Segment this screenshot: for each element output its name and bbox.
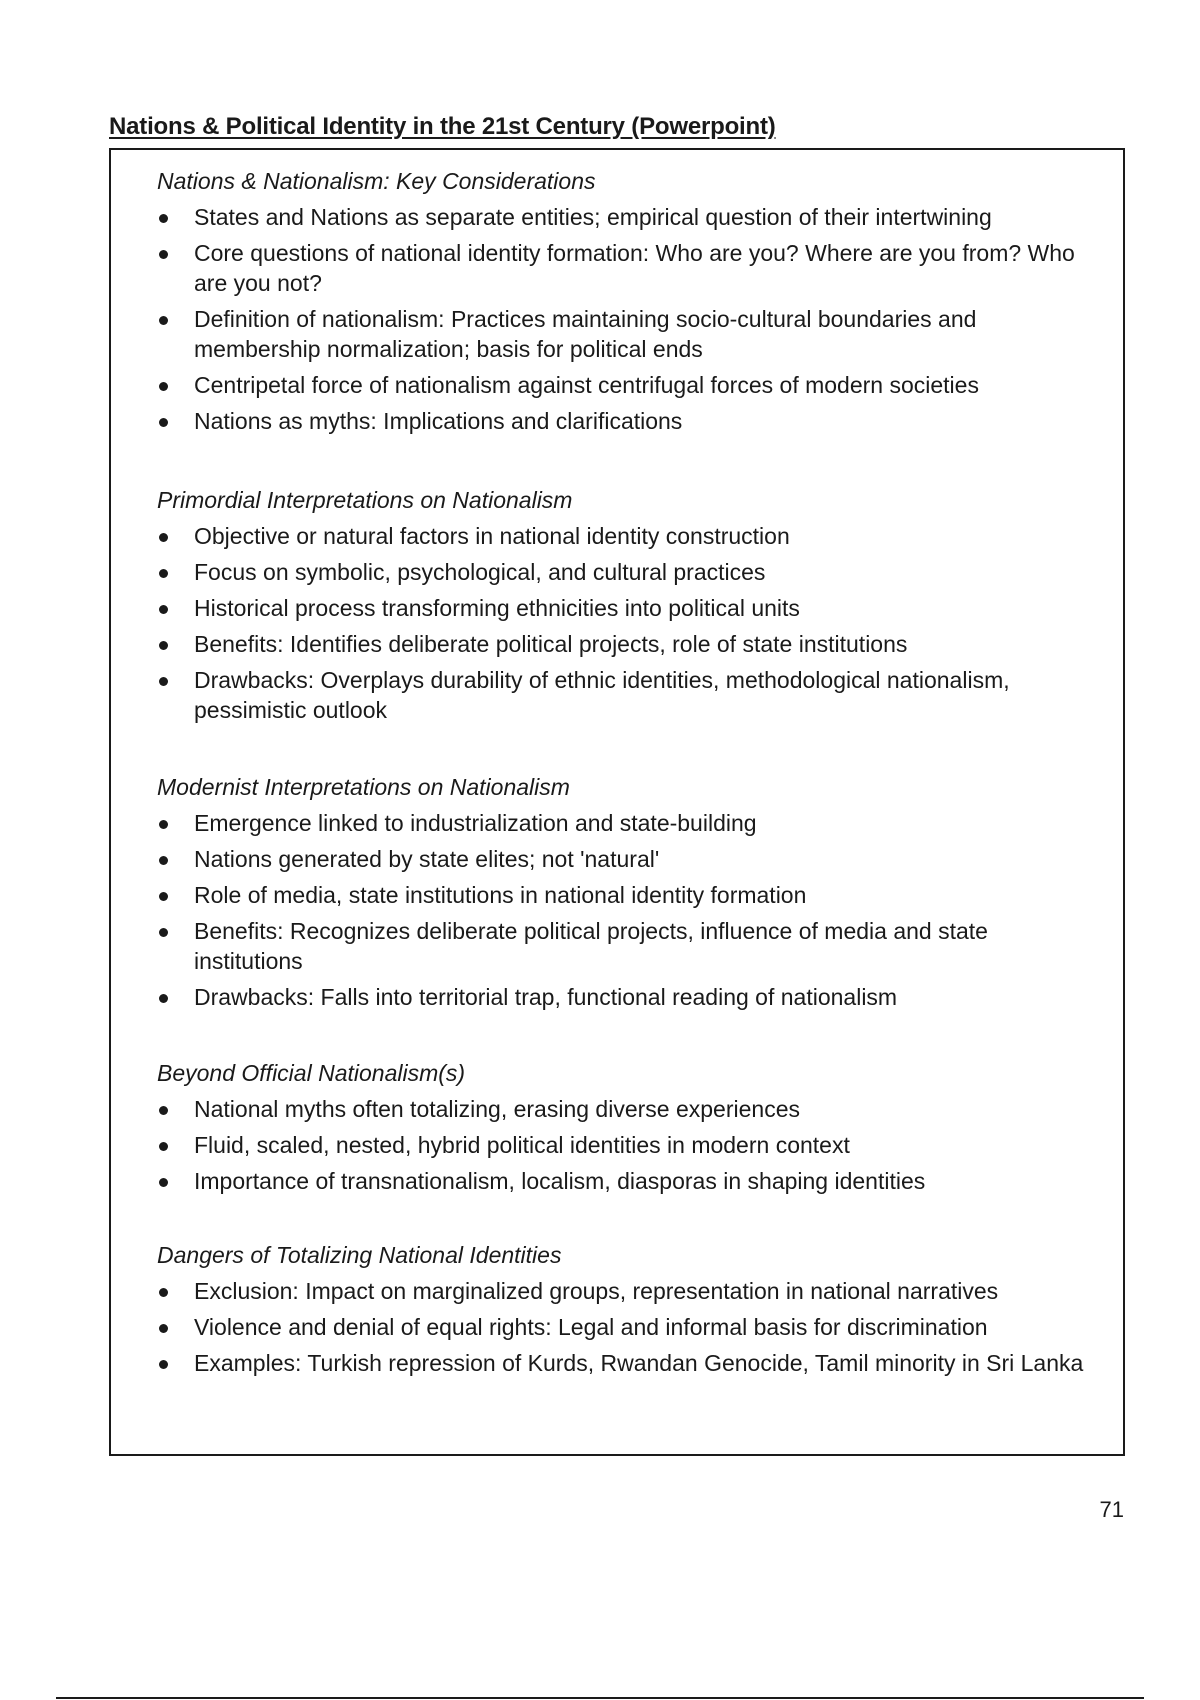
- list-item: [157, 629, 1097, 659]
- list-item-text: Benefits: Recognizes deliberate political projects, influence of media and state institutions: [194, 918, 988, 974]
- list-item: [157, 304, 1097, 364]
- bullet-icon: [159, 1360, 168, 1369]
- bullet-icon: [159, 677, 168, 686]
- bullet-icon: [159, 533, 168, 542]
- bullet-icon: [159, 892, 168, 901]
- bullet-list: [157, 1094, 1097, 1196]
- section-heading: Nations & Nationalism: Key Considerations: [157, 168, 596, 194]
- list-item-text: Benefits: Identifies deliberate political projects, role of state institutions: [194, 631, 908, 657]
- bullet-icon: [159, 1288, 168, 1297]
- bullet-icon: [159, 1178, 168, 1187]
- bullet-list: [157, 1276, 1097, 1378]
- list-item: [157, 1312, 1097, 1342]
- bullet-icon: [159, 382, 168, 391]
- list-item-text: Focus on symbolic, psychological, and cultural practices: [194, 559, 766, 585]
- list-item: [157, 916, 1097, 976]
- section-key-considerations: [157, 166, 1097, 442]
- bullet-list: [157, 521, 1097, 725]
- section-beyond-official: [157, 1058, 1097, 1202]
- bottom-divider: [56, 1697, 1144, 1699]
- list-item-text: Importance of transnationalism, localism, diasporas in shaping identities: [194, 1168, 926, 1194]
- list-item-text: Exclusion: Impact on marginalized groups, representation in national narratives: [194, 1278, 999, 1304]
- bullet-icon: [159, 214, 168, 223]
- list-item-text: Drawbacks: Overplays durability of ethnic identities, methodological nationalism, pessimistic outlook: [194, 667, 1010, 723]
- list-item: [157, 1130, 1097, 1160]
- bullet-list: [157, 808, 1097, 1012]
- list-item-text: Role of media, state institutions in national identity formation: [194, 882, 807, 908]
- list-item: [157, 1094, 1097, 1124]
- section-dangers: [157, 1240, 1097, 1384]
- list-item-text: Historical process transforming ethnicities into political units: [194, 595, 800, 621]
- list-item: [157, 1348, 1097, 1378]
- bullet-icon: [159, 316, 168, 325]
- list-item-text: Emergence linked to industrialization and state-building: [194, 810, 757, 836]
- list-item: [157, 1276, 1097, 1306]
- bullet-list: [157, 202, 1097, 436]
- bullet-icon: [159, 418, 168, 427]
- bullet-icon: [159, 1324, 168, 1333]
- bullet-icon: [159, 1142, 168, 1151]
- list-item-text: Examples: Turkish repression of Kurds, Rwandan Genocide, Tamil minority in Sri Lanka: [194, 1350, 1084, 1376]
- section-primordial: [157, 485, 1097, 731]
- list-item: [157, 665, 1097, 725]
- section-heading: Primordial Interpretations on Nationalism: [157, 487, 573, 513]
- bullet-icon: [159, 569, 168, 578]
- notes-box: [109, 148, 1125, 1456]
- list-item-text: Drawbacks: Falls into territorial trap, functional reading of nationalism: [194, 984, 898, 1010]
- list-item: [157, 880, 1097, 910]
- bullet-icon: [159, 994, 168, 1003]
- bullet-icon: [159, 641, 168, 650]
- list-item-text: Nations as myths: Implications and clarifications: [194, 408, 683, 434]
- list-item: [157, 808, 1097, 838]
- list-item-text: Definition of nationalism: Practices maintaining socio-cultural boundaries and membership normalization; basis for political ends: [194, 306, 977, 362]
- bullet-icon: [159, 856, 168, 865]
- bullet-icon: [159, 1106, 168, 1115]
- list-item-text: Core questions of national identity formation: Who are you? Where are you from? Who are you not?: [194, 240, 1075, 296]
- page-number: 71: [1099, 1497, 1124, 1522]
- list-item: [157, 557, 1097, 587]
- list-item: [157, 406, 1097, 436]
- section-modernist: [157, 772, 1097, 1018]
- bullet-icon: [159, 250, 168, 259]
- section-heading: Beyond Official Nationalism(s): [157, 1060, 466, 1086]
- bullet-icon: [159, 605, 168, 614]
- page-title: Nations & Political Identity in the 21st Century (Powerpoint): [109, 113, 776, 140]
- list-item-text: States and Nations as separate entities; empirical question of their intertwining: [194, 204, 992, 230]
- list-item-text: Objective or natural factors in national identity construction: [194, 523, 790, 549]
- bullet-icon: [159, 928, 168, 937]
- list-item: [157, 844, 1097, 874]
- list-item: [157, 982, 1097, 1012]
- bullet-icon: [159, 820, 168, 829]
- list-item-text: Fluid, scaled, nested, hybrid political identities in modern context: [194, 1132, 850, 1158]
- list-item: [157, 202, 1097, 232]
- list-item-text: Violence and denial of equal rights: Legal and informal basis for discrimination: [194, 1314, 988, 1340]
- list-item-text: Nations generated by state elites; not 'natural': [194, 846, 660, 872]
- list-item: [157, 521, 1097, 551]
- list-item: [157, 370, 1097, 400]
- list-item: [157, 593, 1097, 623]
- section-heading: Dangers of Totalizing National Identities: [157, 1242, 562, 1268]
- list-item: [157, 1166, 1097, 1196]
- list-item: [157, 238, 1097, 298]
- list-item-text: Centripetal force of nationalism against centrifugal forces of modern societies: [194, 372, 979, 398]
- list-item-text: National myths often totalizing, erasing diverse experiences: [194, 1096, 800, 1122]
- section-heading: Modernist Interpretations on Nationalism: [157, 774, 570, 800]
